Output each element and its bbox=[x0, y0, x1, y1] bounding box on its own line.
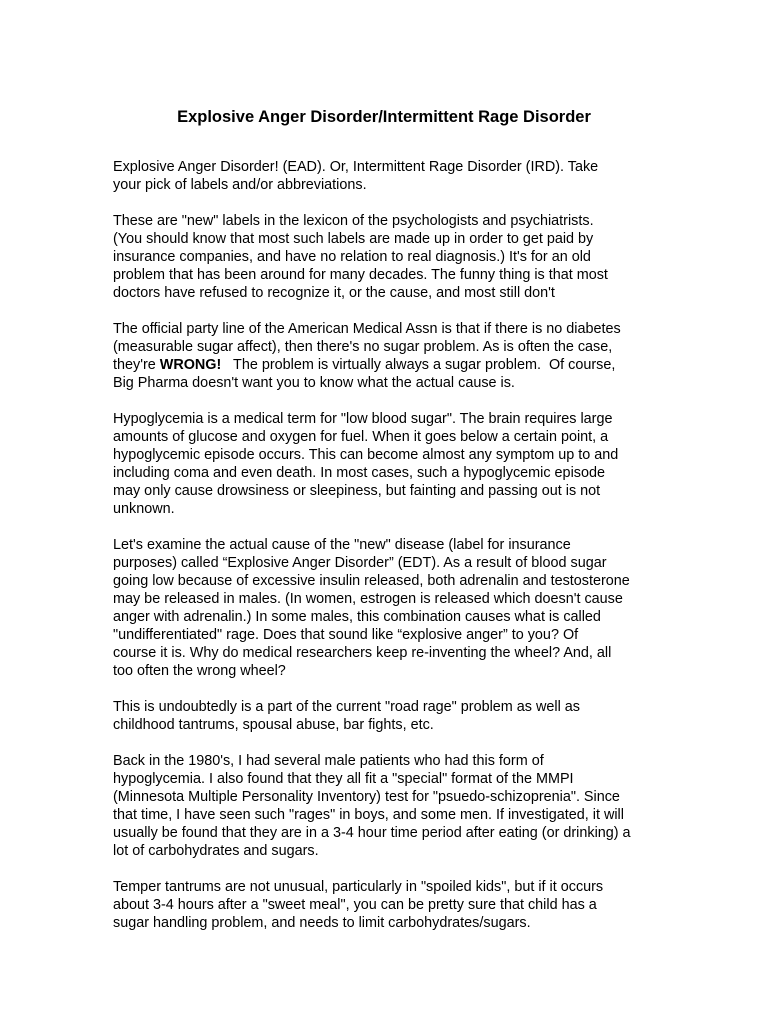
text-line: your pick of labels and/or abbreviations. bbox=[113, 177, 367, 193]
paragraph-6 bbox=[113, 698, 673, 734]
text-line: problem that has been around for many decades. The funny thing is that most bbox=[113, 267, 608, 283]
text-line: hypoglycemic episode occurs. This can become almost any symptom up to and bbox=[113, 447, 619, 463]
text-line: anger with adrenalin.) In some males, this combination causes what is called bbox=[113, 609, 601, 625]
text-line: lot of carbohydrates and sugars. bbox=[113, 843, 319, 859]
text-line: Big Pharma doesn't want you to know what the actual cause is. bbox=[113, 375, 515, 391]
paragraph-2 bbox=[113, 212, 673, 302]
text-line: course it is. Why do medical researchers keep re-inventing the wheel? And, all bbox=[113, 645, 612, 661]
text-run: The problem is virtually always a sugar problem. Of course, bbox=[221, 357, 616, 373]
text-line: that time, I have seen such "rages" in boys, and some men. If investigated, it will bbox=[113, 807, 624, 823]
text-line: including coma and even death. In most cases, such a hypoglycemic episode bbox=[113, 465, 605, 481]
text-line: (Minnesota Multiple Personality Inventory) test for "psuedo-schizoprenia". Since bbox=[113, 789, 620, 805]
text-line: usually be found that they are in a 3-4 hour time period after eating (or drinking) a bbox=[113, 825, 631, 841]
text-line: amounts of glucose and oxygen for fuel. When it goes below a certain point, a bbox=[113, 429, 609, 445]
paragraph-1 bbox=[113, 158, 673, 194]
text-line: doctors have refused to recognize it, or the cause, and most still don't bbox=[113, 285, 555, 301]
paragraph-7 bbox=[113, 752, 673, 860]
text-line: about 3-4 hours after a "sweet meal", you can be pretty sure that child has a bbox=[113, 897, 597, 913]
text-line: (measurable sugar affect), then there's no sugar problem. As is often the case, bbox=[113, 339, 613, 355]
text-line: insurance companies, and have no relation to real diagnosis.) It's for an old bbox=[113, 249, 591, 265]
text-line: These are "new" labels in the lexicon of the psychologists and psychiatrists. bbox=[113, 213, 594, 229]
paragraph-4 bbox=[113, 410, 673, 518]
text-line: unknown. bbox=[113, 501, 175, 517]
text-line: "undifferentiated" rage. Does that sound like “explosive anger” to you? Of bbox=[113, 627, 579, 643]
text-line: The official party line of the American Medical Assn is that if there is no diabetes bbox=[113, 321, 621, 337]
text-line: purposes) called “Explosive Anger Disorder” (EDT). As a result of blood sugar bbox=[113, 555, 607, 571]
text-line: Back in the 1980's, I had several male patients who had this form of bbox=[113, 753, 544, 769]
text-line: too often the wrong wheel? bbox=[113, 663, 286, 679]
text-line: Explosive Anger Disorder! (EAD). Or, Intermittent Rage Disorder (IRD). Take bbox=[113, 159, 599, 175]
text-line: Let's examine the actual cause of the "new" disease (label for insurance bbox=[113, 537, 571, 553]
text-line: sugar handling problem, and needs to limit carbohydrates/sugars. bbox=[113, 915, 531, 931]
paragraph-5 bbox=[113, 536, 673, 680]
text-line: may only cause drowsiness or sleepiness, but fainting and passing out is not bbox=[113, 483, 601, 499]
text-line: (You should know that most such labels are made up in order to get paid by bbox=[113, 231, 594, 247]
text-line: childhood tantrums, spousal abuse, bar fights, etc. bbox=[113, 717, 434, 733]
text-run: they're bbox=[113, 357, 160, 373]
text-line: This is undoubtedly is a part of the current "road rage" problem as well as bbox=[113, 699, 580, 715]
emphasis-wrong: WRONG! bbox=[159, 357, 222, 373]
document-title: Explosive Anger Disorder/Intermittent Rage Disorder bbox=[177, 108, 591, 126]
document-body bbox=[113, 158, 673, 950]
paragraph-8 bbox=[113, 878, 673, 932]
text-line: hypoglycemia. I also found that they all fit a "special" format of the MMPI bbox=[113, 771, 574, 787]
paragraph-3 bbox=[113, 320, 673, 392]
text-line: Hypoglycemia is a medical term for "low blood sugar". The brain requires large bbox=[113, 411, 613, 427]
text-line: going low because of excessive insulin released, both adrenalin and testosterone bbox=[113, 573, 630, 589]
text-line-with-emphasis bbox=[113, 356, 673, 374]
text-line: Temper tantrums are not unusual, particularly in "spoiled kids", but if it occurs bbox=[113, 879, 604, 895]
text-line: may be released in males. (In women, estrogen is released which doesn't cause bbox=[113, 591, 623, 607]
